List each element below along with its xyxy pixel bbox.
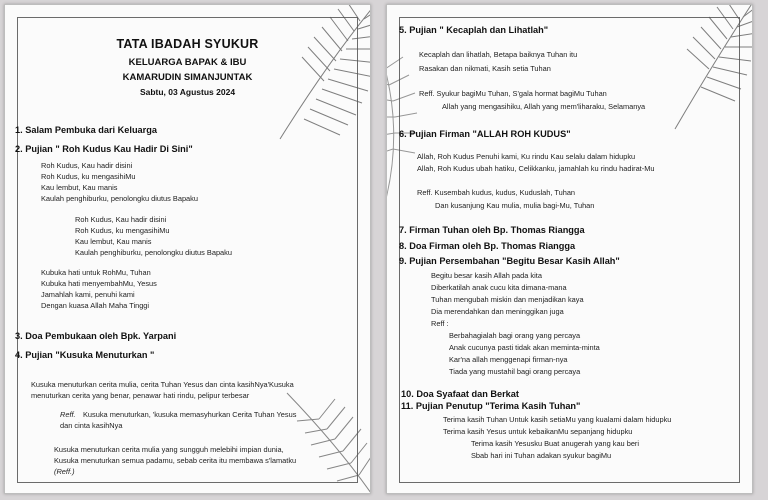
section-4: 4. Pujian "Kusuka Menuturkan " [15,350,155,360]
palm-leaf-decoration [657,4,753,137]
lyric-line: Rasakan dan nikmati, Kasih setia Tuhan [419,64,551,73]
family-line: KELUARGA BAPAK & IBU [128,57,247,68]
lyric-line: Kau lembut, Kau manis [75,237,152,246]
document-title: TATA IBADAH SYUKUR [116,37,259,51]
lyric-line: Kusuka menuturkan semua padamu, sebab cerita itu membawa s'lamatku [54,456,297,465]
lyric-line: Jamahlah kami, penuhi kami [41,290,135,299]
lyric-line: Kusuka menuturkan cerita mulia yang sungguh melebihi impian dunia, [54,445,284,454]
lyric-line: Kusuka menuturkan cerita mulia, cerita Tuhan Yesus dan cinta kasihNya'Kusuka [31,380,294,389]
lyric-line: Kau lembut, Kau manis [41,183,118,192]
lyric-line: Tuhan mengubah miskin dan menjadikan kaya [431,295,584,304]
section-9: 9. Pujian Persembahan "Begitu Besar Kasih Allah" [399,256,620,266]
lyric-line: Kusuka menuturkan, 'kusuka memasyhurkan Cerita Tuhan Yesus [83,410,297,419]
right-page [386,4,753,494]
family-name: KAMARUDIN SIMANJUNTAK [122,72,253,83]
reff-label: Reff. [60,410,76,419]
section-5: 5. Pujian " Kecaplah dan Lihatlah" [399,25,549,35]
lyric-line: Allah, Roh Kudus Penuhi kami, Ku rindu Kau selalu dalam hidupku [417,152,636,161]
lyric-line: Terima kasih Yesus untuk kebaikanMu sepanjang hidupku [443,427,633,436]
lyric-line: Allah, Roh Kudus ubah hatiku, Celikkanku, jamahlah ku rindu hadirat-Mu [417,164,655,173]
section-10: 10. Doa Syafaat dan Berkat [401,389,519,399]
section-8: 8. Doa Firman oleh Bp. Thomas Riangga [399,241,576,251]
lyric-line: Kubuka hati untuk RohMu, Tuhan [41,268,151,277]
lyric-line: Berbahagialah bagi orang yang percaya [449,331,581,340]
lyric-line: Kaulah penghiburku, penolongku diutus Bapaku [75,248,232,257]
reff-line: Reff. Syukur bagiMu Tuhan, S'gala hormat bagiMu Tuhan [419,89,607,98]
lyric-line: Terima kasih Yesusku Buat anugerah yang kau beri [471,439,640,448]
palm-leaf-decoration [267,385,371,494]
lyric-line: Roh Kudus, ku mengasihiMu [75,226,170,235]
section-1: 1. Salam Pembuka dari Keluarga [15,125,157,135]
lyric-line: Anak cucunya pasti tidak akan meminta-minta [449,343,600,352]
reff-line: Reff. Kusembah kudus, kudus, Kuduslah, Tuhan [417,188,576,197]
lyric-line: Roh Kudus, ku mengasihiMu [41,172,136,181]
section-2: 2. Pujian " Roh Kudus Kau Hadir Di Sini" [15,144,193,154]
lyric-line: Allah yang mengasihiku, Allah yang mem'liharaku, Selamanya [442,102,646,111]
lyric-line: Roh Kudus, Kau hadir disini [41,161,133,170]
event-date: Sabtu, 03 Agustus 2024 [139,87,236,97]
lyric-line: Kar'na allah menggenapi firman-nya [449,355,568,364]
section-11: 11. Pujian Penutup "Terima Kasih Tuhan" [401,401,581,411]
left-page [4,4,371,494]
lyric-line: Roh Kudus, Kau hadir disini [75,215,167,224]
lyric-line: Diberkatilah anak cucu kita dimana-mana [431,283,567,292]
lyric-line: Dengan kuasa Allah Maha Tinggi [41,301,150,310]
lyric-line: Terima kasih Tuhan Untuk kasih setiaMu yang kualami dalam hidupku [443,415,672,424]
lyric-line: Kecaplah dan lihatlah, Betapa baiknya Tuhan itu [419,50,578,59]
lyric-line: Begitu besar kasih Allah pada kita [431,271,542,280]
lyric-line: menuturkan cerita yang benar, penawar hati rindu, pelipur terbesar [31,391,250,400]
lyric-line: dan cinta kasihNya [60,421,123,430]
reff-label: Reff : [431,319,449,328]
lyric-line: Dia merendahkan dan meninggikan juga [431,307,564,316]
reff-note: (Reff.) [54,467,75,476]
lyric-line: Tiada yang mustahil bagi orang percaya [449,367,581,376]
lyric-line: Kaulah penghiburku, penolongku diutus Bapaku [41,194,198,203]
lyric-line: Kubuka hati menyembahMu, Yesus [41,279,157,288]
section-6: 6. Pujian Firman "ALLAH ROH KUDUS" [399,129,571,139]
lyric-line: Dan kusanjung Kau mulia, mulia bagi-Mu, Tuhan [435,201,595,210]
lyric-line: Sbab hari ini Tuhan adakan syukur bagiMu [471,451,612,460]
section-3: 3. Doa Pembukaan oleh Bpk. Yarpani [15,331,177,341]
section-7: 7. Firman Tuhan oleh Bp. Thomas Riangga [399,225,585,235]
